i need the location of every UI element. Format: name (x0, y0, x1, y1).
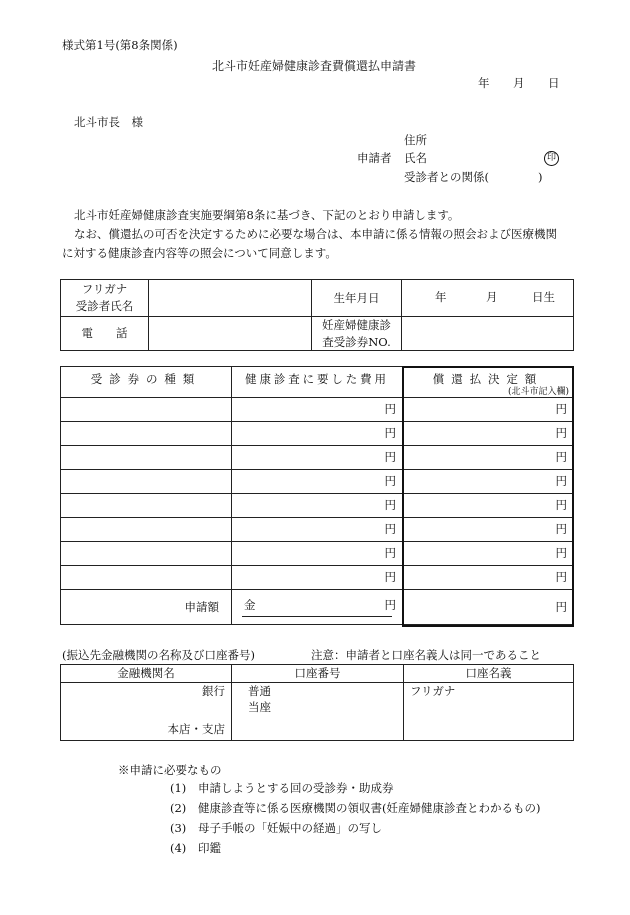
applicant-label: 申請者 (357, 151, 392, 165)
total-reimbursement-cell[interactable] (403, 590, 574, 625)
reimbursement-field[interactable] (403, 542, 574, 566)
voucher-type-field[interactable] (61, 518, 232, 542)
voucher-type-field[interactable] (61, 542, 232, 566)
patient-info-table (60, 279, 574, 351)
voucher-type-field[interactable] (61, 566, 232, 590)
body-line-3: に対する健康診査内容等の照会について同意します。 (62, 246, 337, 260)
account-type-current[interactable]: 当座 (248, 700, 271, 714)
birthdate-label-cell (312, 280, 402, 317)
reimbursement-header-text: 償還払決定額 (432, 372, 544, 386)
cost-field[interactable] (232, 518, 403, 542)
seal-mark (544, 151, 559, 166)
cost-header (232, 367, 403, 398)
total-yen: 円 (384, 598, 396, 613)
patient-name-field[interactable] (149, 280, 312, 317)
cost-field[interactable] (232, 422, 403, 446)
account-number-header-text: 口座番号 (294, 666, 341, 681)
account-holder-header-text: 口座名義 (465, 666, 512, 681)
cost-yen-label: 円 (384, 450, 396, 465)
reimbursement-header (403, 367, 574, 398)
voucher-type-header-text: 受診券の種類 (90, 372, 202, 386)
patient-name-label: 受診者氏名 (75, 299, 134, 313)
reimbursement-yen-label: 円 (555, 522, 567, 537)
bank-name-header (61, 665, 232, 683)
reimbursement-yen-label: 円 (555, 546, 567, 561)
voucher-type-header (61, 367, 232, 398)
voucher-type-field[interactable] (61, 422, 232, 446)
cost-field[interactable] (232, 566, 403, 590)
total-label-cell (61, 590, 232, 625)
city-use-note: (北斗市記入欄) (507, 386, 569, 397)
requirement-item: 母子手帳の「妊娠中の経過」の写し (198, 821, 382, 835)
phone-field[interactable] (149, 317, 312, 351)
requirement-number: (3) (170, 821, 187, 835)
expense-row (61, 494, 574, 518)
expense-row (61, 398, 574, 422)
reimbursement-field[interactable] (403, 566, 574, 590)
account-number-field[interactable] (232, 683, 404, 741)
requirements-heading: ※申請に必要なもの (118, 763, 222, 777)
bank-section-label: (振込先金融機関の名称及び口座番号) (62, 648, 255, 662)
birth-month-label: 月 (486, 290, 498, 304)
reimbursement-yen-label: 円 (555, 402, 567, 417)
bank-table (60, 664, 574, 741)
branch-suffix: 本店・支店 (167, 722, 225, 736)
total-prefix: 金 (244, 598, 256, 613)
furigana-label: フリガナ (81, 282, 128, 297)
reimbursement-field[interactable] (403, 422, 574, 446)
cost-yen-label: 円 (384, 522, 396, 537)
cost-field[interactable] (232, 542, 403, 566)
bank-notice: 注意：申請者と口座名義人は同一であること (311, 648, 541, 662)
form-title: 北斗市妊産婦健康診査費償還払申請書 (212, 59, 417, 73)
reimbursement-yen-label: 円 (555, 474, 567, 489)
reimbursement-yen-label: 円 (555, 450, 567, 465)
bank-suffix: 銀行 (202, 684, 225, 698)
account-number-header (232, 665, 404, 683)
bank-name-header-text: 金融機関名 (117, 666, 175, 681)
cost-field[interactable] (232, 494, 403, 518)
expense-table (60, 366, 574, 625)
voucher-type-field[interactable] (61, 470, 232, 494)
voucher-type-field[interactable] (61, 398, 232, 422)
requirement-number: (2) (170, 801, 187, 815)
bank-name-field[interactable] (61, 683, 232, 741)
holder-furigana-label: フリガナ (410, 684, 456, 698)
total-reimbursement-yen: 円 (555, 599, 567, 614)
expense-row (61, 518, 574, 542)
voucher-type-field[interactable] (61, 446, 232, 470)
furigana-name-label-cell (61, 280, 149, 317)
expense-row (61, 422, 574, 446)
phone-label: 電 話 (81, 326, 128, 341)
reimbursement-yen-label: 円 (555, 570, 567, 585)
birth-year-label: 年 (435, 290, 447, 304)
birthdate-label: 生年月日 (333, 290, 380, 305)
cost-yen-label: 円 (384, 474, 396, 489)
expense-row (61, 542, 574, 566)
cost-yen-label: 円 (384, 570, 396, 585)
cost-field[interactable] (232, 446, 403, 470)
voucher-number-field[interactable] (402, 317, 574, 351)
address-label: 住所 (404, 133, 427, 147)
reimbursement-yen-label: 円 (555, 426, 567, 441)
cost-yen-label: 円 (384, 546, 396, 561)
name-label: 氏名 (404, 151, 427, 165)
reimbursement-field[interactable] (403, 518, 574, 542)
reimbursement-field[interactable] (403, 470, 574, 494)
requirement-item: 印鑑 (198, 841, 221, 855)
reimbursement-field[interactable] (403, 494, 574, 518)
date-year-label: 年 (478, 76, 490, 90)
reimbursement-field[interactable] (403, 398, 574, 422)
reimbursement-field[interactable] (403, 446, 574, 470)
cost-field[interactable] (232, 398, 403, 422)
expense-row (61, 470, 574, 494)
relation-close: ) (538, 170, 543, 184)
voucher-label-line-1: 妊産婦健康診 (322, 318, 391, 332)
birth-day-label: 日生 (532, 290, 555, 304)
birthdate-field[interactable] (402, 280, 574, 317)
cost-field[interactable] (232, 470, 403, 494)
total-amount-cell[interactable] (232, 590, 403, 625)
phone-label-cell (61, 317, 149, 351)
reimbursement-yen-label: 円 (555, 498, 567, 513)
cost-yen-label: 円 (384, 498, 396, 513)
expense-row (61, 566, 574, 590)
date-day-label: 日 (548, 76, 560, 90)
cost-yen-label: 円 (384, 426, 396, 441)
total-label: 申請額 (184, 599, 219, 614)
cost-header-text: 健康診査に要した費用 (245, 372, 389, 386)
relation-label: 受診者との関係( (404, 170, 489, 184)
requirement-item: 申請しようとする回の受診券・助成券 (198, 781, 394, 795)
requirement-number: (4) (170, 841, 187, 855)
body-line-2: なお、償還払の可否を決定するために必要な場合は、本申請に係る情報の照会および医療機関 (74, 227, 557, 241)
body-line-1: 北斗市妊産婦健康診査実施要綱第8条に基づき、下記のとおり申請します。 (74, 208, 460, 222)
voucher-label-line-2: 査受診券NO. (322, 334, 391, 349)
seal-icon: 印 (544, 151, 559, 166)
account-type-ordinary[interactable]: 普通 (248, 684, 271, 698)
requirement-item: 健康診査等に係る医療機関の領収書(妊産婦健康診査とわかるもの) (198, 801, 541, 815)
cost-yen-label: 円 (384, 402, 396, 417)
expense-row (61, 446, 574, 470)
account-holder-field[interactable] (404, 683, 574, 741)
date-month-label: 月 (513, 76, 525, 90)
requirement-number: (1) (170, 781, 187, 795)
addressee: 北斗市長 様 (74, 115, 143, 129)
form-number: 様式第1号(第8条関係) (62, 38, 178, 52)
voucher-label-cell (312, 317, 402, 351)
account-holder-header (404, 665, 574, 683)
voucher-type-field[interactable] (61, 494, 232, 518)
